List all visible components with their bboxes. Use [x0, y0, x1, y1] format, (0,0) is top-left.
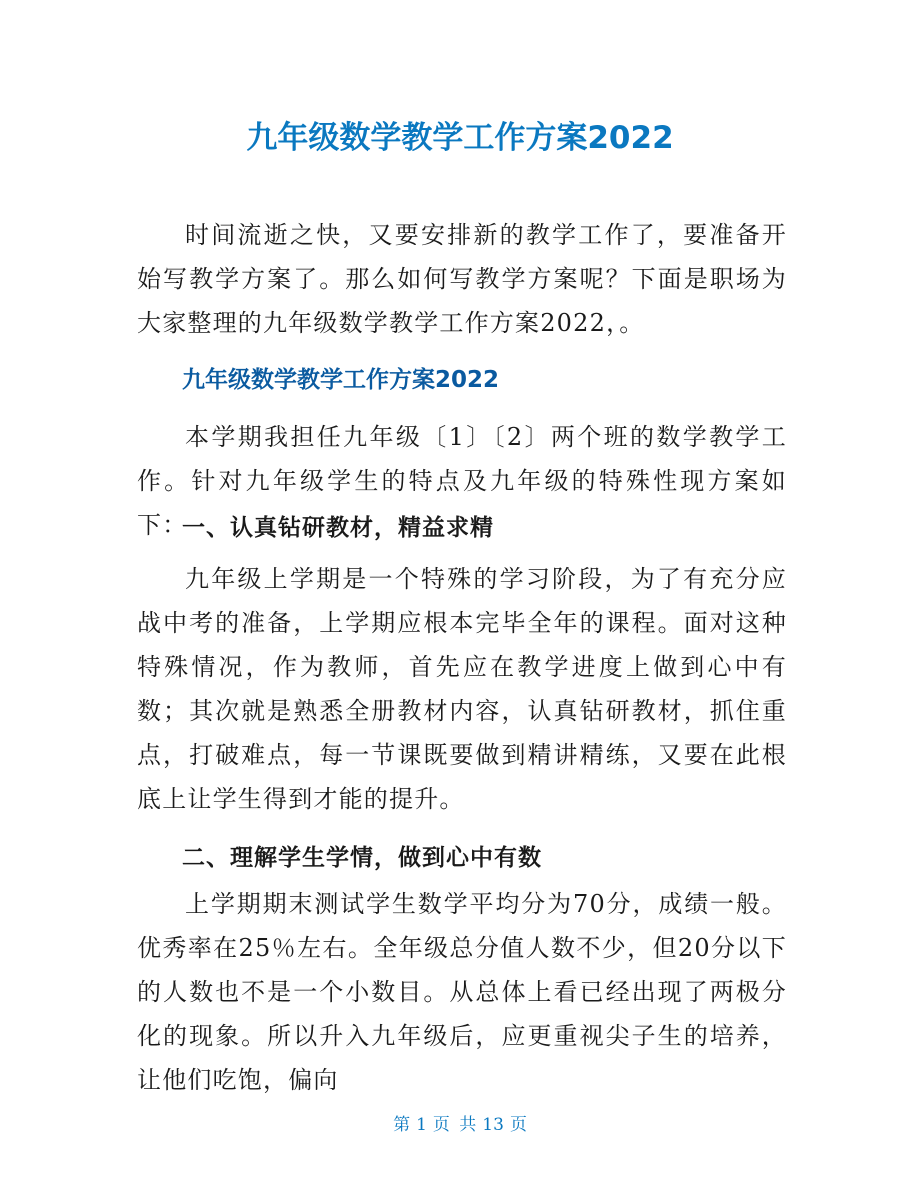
section-2-block: [137, 882, 787, 1102]
footer-current-page: 1: [416, 1115, 427, 1135]
document-subtitle: 九年级数学教学工作方案2022: [182, 367, 500, 393]
intro-paragraph-block: [137, 213, 787, 345]
document-title: 九年级数学教学工作方案2022: [246, 120, 674, 156]
footer-label-end: 页: [509, 1115, 527, 1135]
section-1-text: 九年级上学期是一个特殊的学习阶段，为了有充分应战中考的准备，上学期应根本完毕全年的课程。面对这种特殊情况，作为教师，首先应在教学进度上做到心中有数；其次就是熟悉全册教材内容，认真钻研教材，抓住重点，打破难点，每一节课既要做到精讲精练，又要在此根底上让学生得到才能的提升。: [137, 565, 787, 813]
page-footer: [0, 1113, 920, 1137]
section-1-heading: 一、认真钻研教材，精益求精: [182, 515, 494, 541]
footer-label-page: 第: [393, 1115, 411, 1135]
intro-paragraph: 时间流逝之快，又要安排新的教学工作了，要准备开始写教学方案了。那么如何写教学方案呢？下面是职场为大家整理的九年级数学教学工作方案2022，。: [137, 221, 787, 337]
footer-total-pages: 13: [482, 1115, 504, 1135]
section-1-block: [137, 557, 787, 821]
section-2-heading: 二、理解学生学情，做到心中有数: [182, 845, 542, 871]
footer-label-of: 页 共: [432, 1115, 477, 1135]
section-2-text: 上学期期末测试学生数学平均分为70分，成绩一般。优秀率在25％左右。全年级总分值人数不少，但20分以下的人数也不是一个小数目。从总体上看已经出现了两极分化的现象。所以升入九年级后，应更重视尖子生的培养，让他们吃饱，偏向: [137, 890, 787, 1094]
paragraph-1: 本学期我担任九年级〔1〕〔2〕两个班的数学教学工作。针对九年级学生的特点及九年级的特殊性现方案如下：: [137, 423, 787, 539]
